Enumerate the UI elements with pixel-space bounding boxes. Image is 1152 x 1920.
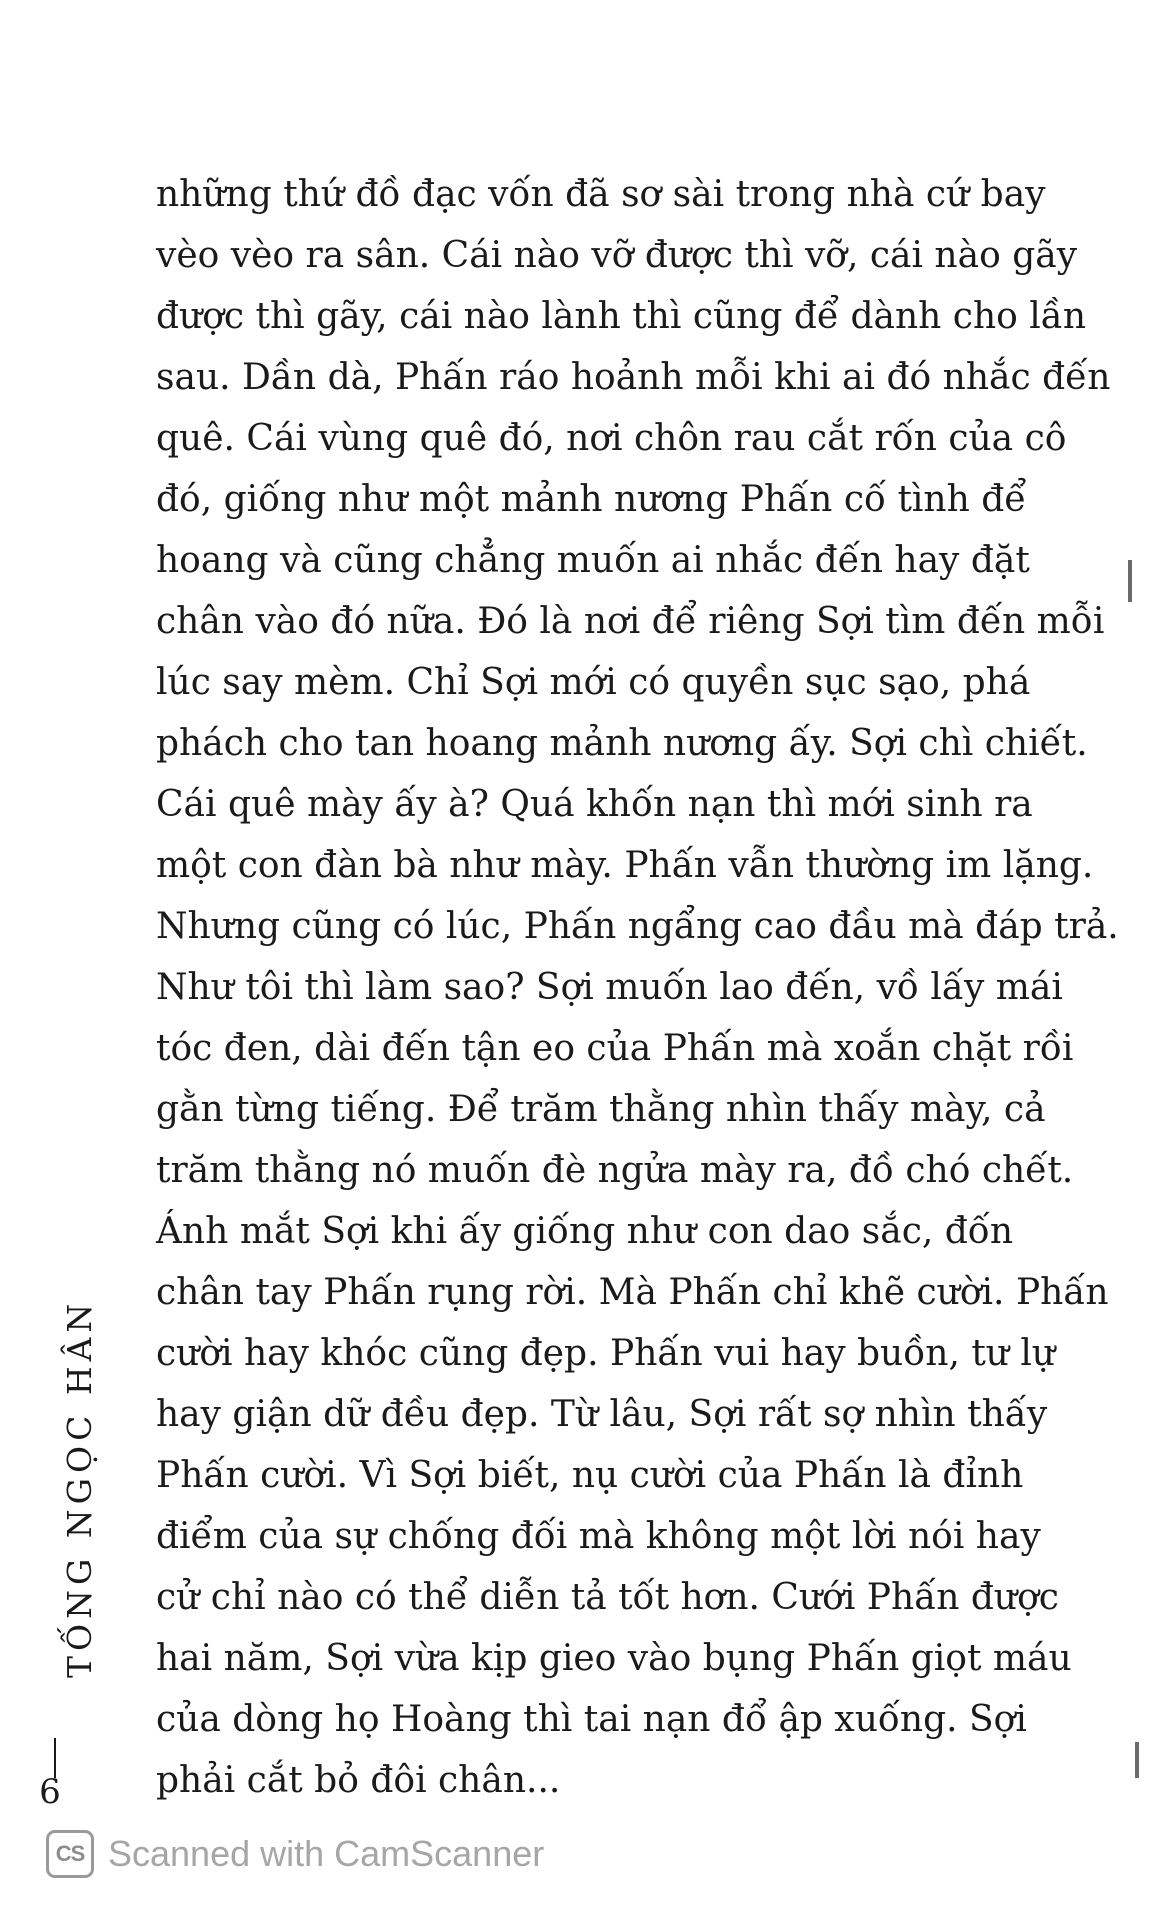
text-line: Như tôi thì làm sao? Sợi muốn lao đến, vồ lấy mái	[156, 967, 1063, 1008]
text-line: chân tay Phấn rụng rời. Mà Phấn chỉ khẽ cười. Phấn	[156, 1272, 1109, 1313]
text-line: Ánh mắt Sợi khi ấy giống như con dao sắc, đốn	[156, 1211, 1014, 1252]
margin-scan-mark	[1128, 560, 1132, 602]
text-line: hoang và cũng chẳng muốn ai nhắc đến hay đặt	[156, 540, 1030, 581]
text-line: cử chỉ nào có thể diễn tả tốt hơn. Cưới Phấn được	[156, 1577, 1059, 1618]
text-line: phách cho tan hoang mảnh nương ấy. Sợi chì chiết.	[156, 723, 1088, 764]
text-line: cười hay khóc cũng đẹp. Phấn vui hay buồn, tư lự	[156, 1333, 1056, 1374]
camscanner-watermark	[46, 1825, 544, 1883]
page-number: 6	[39, 1772, 61, 1812]
text-line: một con đàn bà như mày. Phấn vẫn thường im lặng.	[156, 845, 1094, 886]
text-line: của dòng họ Hoàng thì tai nạn đổ ập xuống. Sợi	[156, 1699, 1027, 1740]
text-line: Nhưng cũng có lúc, Phấn ngẩng cao đầu mà đáp trả.	[156, 906, 1119, 947]
text-line: được thì gãy, cái nào lành thì cũng để dành cho lần	[156, 296, 1087, 337]
text-line: Cái quê mày ấy à? Quá khốn nạn thì mới sinh ra	[156, 784, 1033, 825]
paragraph	[156, 164, 1119, 1811]
text-line: vèo vèo ra sân. Cái nào vỡ được thì vỡ, cái nào gãy	[156, 235, 1078, 276]
text-line: quê. Cái vùng quê đó, nơi chôn rau cắt rốn của cô	[156, 418, 1067, 459]
text-line: Phấn cười. Vì Sợi biết, nụ cười của Phấn là đỉnh	[156, 1455, 1024, 1496]
text-line: điểm của sự chống đối mà không một lời nói hay	[156, 1516, 1041, 1557]
text-line: chân vào đó nữa. Đó là nơi để riêng Sợi tìm đến mỗi	[156, 601, 1105, 642]
author-name: TỐNG NGỌC HÂN	[60, 1298, 99, 1678]
text-line: phải cắt bỏ đôi chân...	[156, 1760, 561, 1801]
text-line: đó, giống như một mảnh nương Phấn cố tình để	[156, 479, 1027, 520]
text-line: hai năm, Sợi vừa kịp gieo vào bụng Phấn giọt máu	[156, 1638, 1072, 1679]
running-head	[36, 1298, 116, 1678]
text-line: gằn từng tiếng. Để trăm thằng nhìn thấy mày, cả	[156, 1089, 1046, 1130]
text-line: những thứ đồ đạc vốn đã sơ sài trong nhà cứ bay	[156, 174, 1046, 215]
text-line: tóc đen, dài đến tận eo của Phấn mà xoắn chặt rồi	[156, 1028, 1074, 1069]
text-line: hay giận dữ đều đẹp. Từ lâu, Sợi rất sợ nhìn thấy	[156, 1394, 1048, 1435]
text-line: trăm thằng nó muốn đè ngửa mày ra, đồ chó chết.	[156, 1150, 1074, 1191]
margin-scan-mark	[1135, 1742, 1139, 1778]
text-line: lúc say mèm. Chỉ Sợi mới có quyền sục sạo, phá	[156, 662, 1031, 703]
watermark-text: Scanned with CamScanner	[108, 1833, 545, 1874]
text-line: sau. Dần dà, Phấn ráo hoảnh mỗi khi ai đó nhắc đến	[156, 357, 1111, 398]
camscanner-logo-icon: CS	[46, 1830, 94, 1878]
